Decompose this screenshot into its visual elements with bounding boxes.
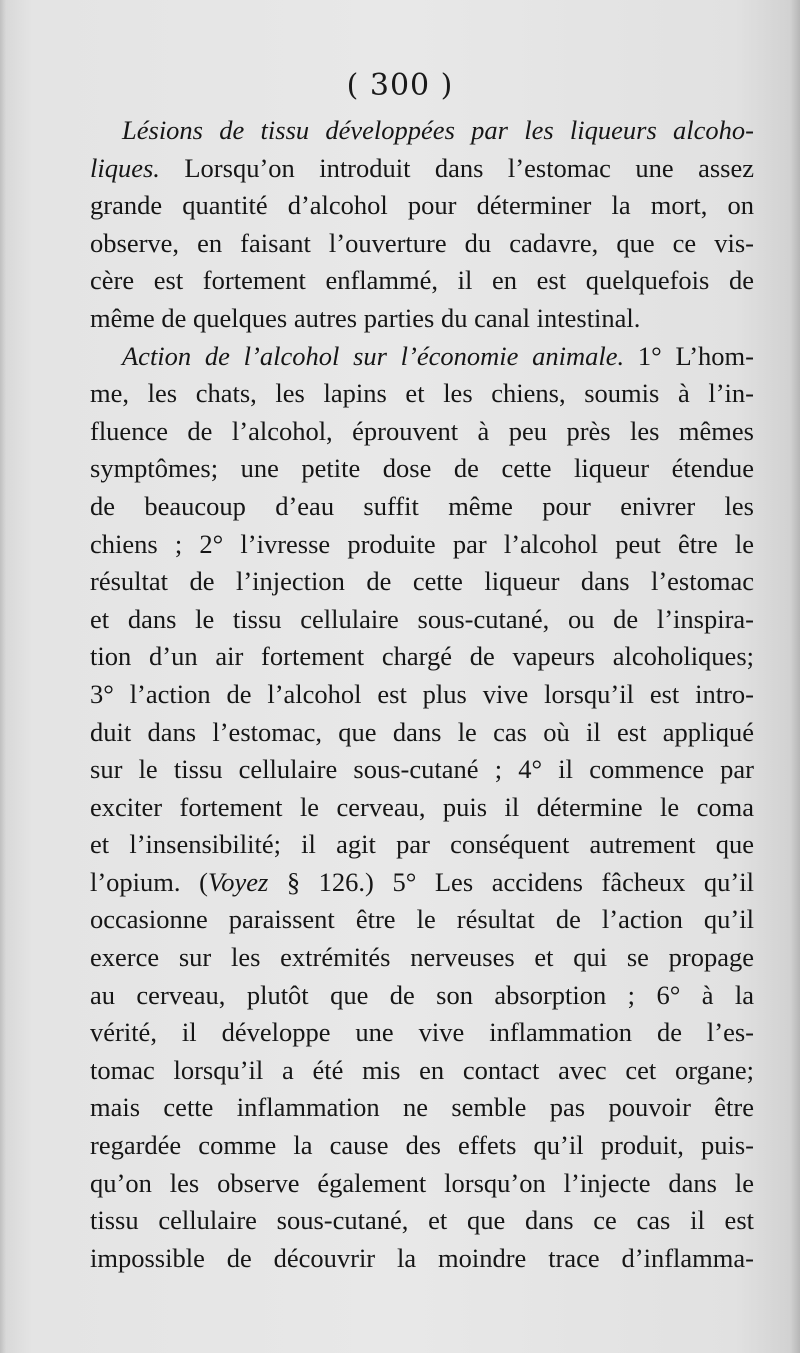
text-line: l’opium. (Voyez § 126.) 5° Les accidens fâcheux qu’il bbox=[90, 866, 754, 897]
text-line: occasionne paraissent être le résultat de l’action qu’il bbox=[90, 904, 754, 935]
section-heading: Lésions de tissu développées par les liqueurs alcoho- bbox=[122, 115, 754, 145]
text-line: résultat de l’injection de cette liqueur dans l’estomac bbox=[90, 566, 754, 597]
text-line: chiens ; 2° l’ivresse produite par l’alcohol peut être le bbox=[90, 528, 754, 559]
scan-shadow-left bbox=[0, 0, 6, 1353]
page-number: ( 300 ) bbox=[346, 68, 454, 103]
body-text bbox=[90, 112, 754, 1277]
text-line: au cerveau, plutôt que de son absorption ; 6° à la bbox=[90, 979, 754, 1010]
text-line: liques. Lorsqu’on introduit dans l’estomac une assez bbox=[90, 152, 754, 183]
section-heading: Action de l’alcohol sur l’économie animale. bbox=[122, 340, 625, 371]
text-line: grande quantité d’alcohol pour déterminer la mort, on bbox=[90, 190, 754, 221]
text-line: observe, en faisant l’ouverture du cadavre, que ce vis- bbox=[90, 227, 754, 258]
section-heading-continued: liques. bbox=[90, 152, 160, 183]
cross-reference: Voyez bbox=[207, 866, 269, 897]
text-line: tissu cellulaire sous-cutané, et que dans ce cas il est bbox=[90, 1205, 754, 1236]
text-line: et dans le tissu cellulaire sous-cutané, ou de l’inspira- bbox=[90, 603, 754, 634]
text-line: tomac lorsqu’il a été mis en contact avec cet organe; bbox=[90, 1054, 754, 1085]
text-line: mais cette inflammation ne semble pas pouvoir être bbox=[90, 1092, 754, 1123]
text-line: cère est fortement enflammé, il en est quelquefois de bbox=[90, 265, 754, 296]
text-line: et l’insensibilité; il agit par conséquent autrement que bbox=[90, 829, 754, 860]
text-line: exerce sur les extrémités nerveuses et qui se propage bbox=[90, 942, 754, 973]
text-line: duit dans l’estomac, que dans le cas où il est appliqué bbox=[90, 716, 754, 747]
text-line: qu’on les observe également lorsqu’on l’injecte dans le bbox=[90, 1167, 754, 1198]
text-line: tion d’un air fortement chargé de vapeurs alcoholiques; bbox=[90, 641, 754, 672]
scan-shadow-right bbox=[790, 0, 800, 1353]
text-line: exciter fortement le cerveau, puis il détermine le coma bbox=[90, 791, 754, 822]
text-line: 3° l’action de l’alcohol est plus vive lorsqu’il est intro- bbox=[90, 678, 754, 709]
text-line: fluence de l’alcohol, éprouvent à peu près les mêmes bbox=[90, 415, 754, 446]
text-line: impossible de découvrir la moindre trace d’inflamma- bbox=[90, 1242, 754, 1273]
text-line bbox=[90, 112, 754, 150]
text-line: Action de l’alcohol sur l’économie animale. 1° L’hom- bbox=[122, 340, 754, 371]
text-line: regardée comme la cause des effets qu’il produit, puis- bbox=[90, 1130, 754, 1161]
text-line: même de quelques autres parties du canal intestinal. bbox=[90, 302, 641, 333]
text-line: de beaucoup d’eau suffit même pour enivrer les bbox=[90, 490, 754, 521]
text-line: symptômes; une petite dose de cette liqueur étendue bbox=[90, 453, 754, 484]
text-line: vérité, il développe une vive inflammation de l’es- bbox=[90, 1017, 754, 1048]
text-line: me, les chats, les lapins et les chiens, soumis à l’in- bbox=[90, 378, 754, 409]
text-line: sur le tissu cellulaire sous-cutané ; 4° il commence par bbox=[90, 754, 754, 785]
